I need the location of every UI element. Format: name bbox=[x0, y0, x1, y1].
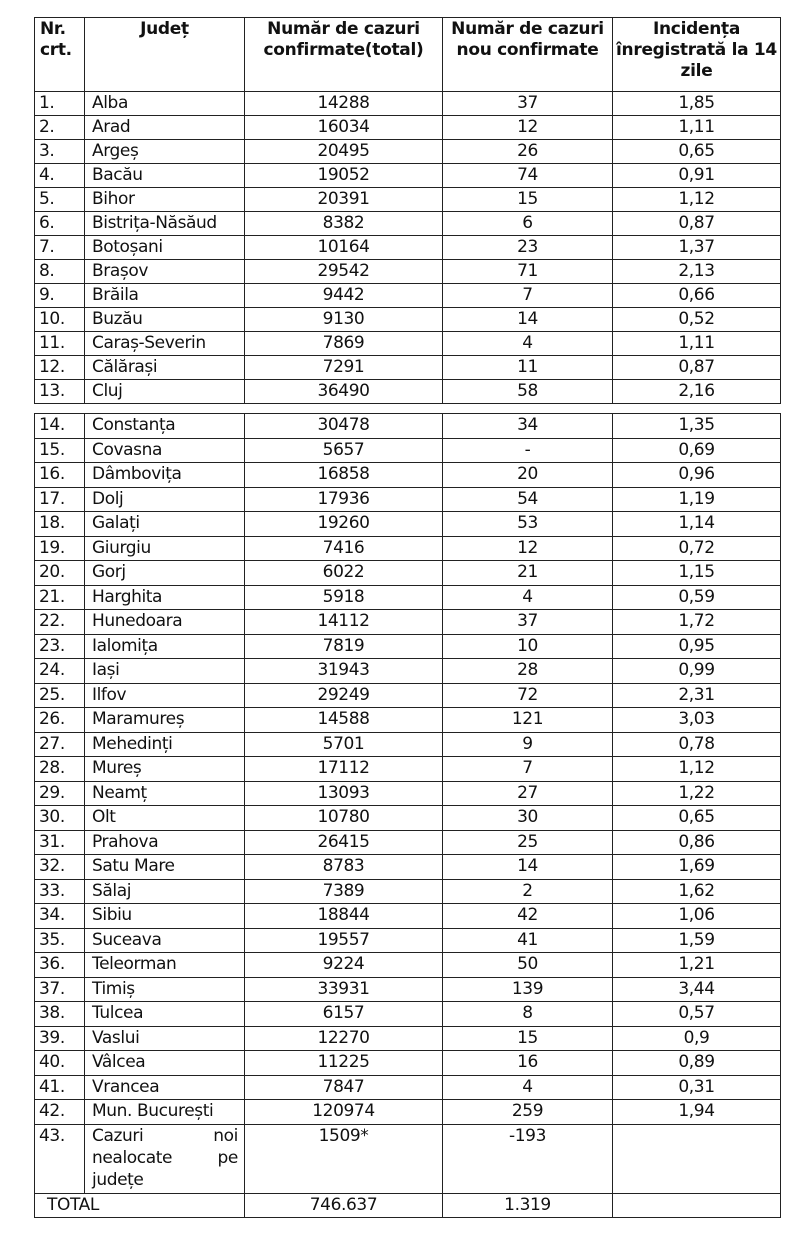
cell-judet: Botoșani bbox=[85, 236, 245, 260]
cell-total: 10780 bbox=[245, 806, 443, 831]
cell-new: 15 bbox=[443, 1026, 613, 1051]
table-row bbox=[35, 732, 781, 757]
cell-new: 14 bbox=[443, 855, 613, 880]
cell-new: 34 bbox=[443, 414, 613, 439]
table-row bbox=[35, 1026, 781, 1051]
cell-total: 18844 bbox=[245, 904, 443, 929]
table-row bbox=[35, 356, 781, 380]
cell-nr: 41. bbox=[35, 1075, 85, 1100]
cell-total: 14588 bbox=[245, 708, 443, 733]
cell-judet: Cazuri noi nealocate pe județe bbox=[85, 1124, 245, 1193]
cell-nr: 15. bbox=[35, 438, 85, 463]
cell-total: 20495 bbox=[245, 140, 443, 164]
cell-judet: Constanța bbox=[85, 414, 245, 439]
cell-nr: 30. bbox=[35, 806, 85, 831]
cell-nr: 33. bbox=[35, 879, 85, 904]
cell-judet: Vrancea bbox=[85, 1075, 245, 1100]
cell-nr: 28. bbox=[35, 757, 85, 782]
cell-judet: Satu Mare bbox=[85, 855, 245, 880]
cell-judet: Olt bbox=[85, 806, 245, 831]
cell-incidence: 1,14 bbox=[613, 512, 781, 537]
cell-total: 29542 bbox=[245, 260, 443, 284]
cell-total: 10164 bbox=[245, 236, 443, 260]
total-incidence-value bbox=[613, 1193, 781, 1217]
table-row bbox=[35, 463, 781, 488]
cell-nr: 13. bbox=[35, 380, 85, 404]
cell-total: 20391 bbox=[245, 188, 443, 212]
cell-new: 50 bbox=[443, 953, 613, 978]
cell-nr: 34. bbox=[35, 904, 85, 929]
cell-judet: Prahova bbox=[85, 830, 245, 855]
cell-incidence: 1,69 bbox=[613, 855, 781, 880]
cell-nr: 29. bbox=[35, 781, 85, 806]
cell-incidence: 0,87 bbox=[613, 212, 781, 236]
cell-incidence: 0,66 bbox=[613, 284, 781, 308]
cell-nr: 23. bbox=[35, 634, 85, 659]
cell-incidence: 0,91 bbox=[613, 164, 781, 188]
cell-judet: Iași bbox=[85, 659, 245, 684]
cell-nr: 18. bbox=[35, 512, 85, 537]
cell-nr: 10. bbox=[35, 308, 85, 332]
cell-judet: Giurgiu bbox=[85, 536, 245, 561]
cell-judet: Caraș-Severin bbox=[85, 332, 245, 356]
cell-total: 12270 bbox=[245, 1026, 443, 1051]
cell-total: 8382 bbox=[245, 212, 443, 236]
cell-nr: 7. bbox=[35, 236, 85, 260]
cell-total: 30478 bbox=[245, 414, 443, 439]
cell-new: 37 bbox=[443, 610, 613, 635]
cell-judet: Arad bbox=[85, 116, 245, 140]
table-row bbox=[35, 512, 781, 537]
cell-new: 42 bbox=[443, 904, 613, 929]
total-new-cases-value: 1.319 bbox=[443, 1193, 613, 1217]
cell-judet: Maramureș bbox=[85, 708, 245, 733]
county-cases-table-part-1 bbox=[34, 17, 781, 404]
table-row bbox=[35, 1002, 781, 1027]
header-judet: Județ bbox=[85, 18, 245, 92]
cell-nr: 42. bbox=[35, 1100, 85, 1125]
total-row bbox=[35, 1193, 781, 1217]
cell-incidence: 0,69 bbox=[613, 438, 781, 463]
cell-total: 6022 bbox=[245, 561, 443, 586]
cell-new: 21 bbox=[443, 561, 613, 586]
cell-incidence: 2,13 bbox=[613, 260, 781, 284]
cell-total: 1509* bbox=[245, 1124, 443, 1193]
cell-incidence: 1,22 bbox=[613, 781, 781, 806]
cell-incidence: 3,03 bbox=[613, 708, 781, 733]
cell-new: -193 bbox=[443, 1124, 613, 1193]
cell-nr: 5. bbox=[35, 188, 85, 212]
table-row bbox=[35, 92, 781, 116]
cell-incidence: 1,59 bbox=[613, 928, 781, 953]
table-row bbox=[35, 332, 781, 356]
cell-incidence: 1,19 bbox=[613, 487, 781, 512]
cell-judet: Mureș bbox=[85, 757, 245, 782]
cell-incidence: 0,65 bbox=[613, 806, 781, 831]
cell-incidence: 0,95 bbox=[613, 634, 781, 659]
total-cases-value: 746.637 bbox=[245, 1193, 443, 1217]
cell-incidence: 0,99 bbox=[613, 659, 781, 684]
cell-judet: Hunedoara bbox=[85, 610, 245, 635]
cell-total: 29249 bbox=[245, 683, 443, 708]
cell-new: 30 bbox=[443, 806, 613, 831]
total-label: TOTAL bbox=[35, 1193, 245, 1217]
cell-nr: 6. bbox=[35, 212, 85, 236]
cell-incidence: 1,06 bbox=[613, 904, 781, 929]
table-row bbox=[35, 308, 781, 332]
cell-nr: 27. bbox=[35, 732, 85, 757]
cell-incidence: 0,52 bbox=[613, 308, 781, 332]
cell-new: 259 bbox=[443, 1100, 613, 1125]
table-row bbox=[35, 561, 781, 586]
cell-total: 9442 bbox=[245, 284, 443, 308]
table-row bbox=[35, 806, 781, 831]
cell-new: 4 bbox=[443, 1075, 613, 1100]
cell-total: 19557 bbox=[245, 928, 443, 953]
table-row bbox=[35, 683, 781, 708]
cell-new: 54 bbox=[443, 487, 613, 512]
cell-total: 7869 bbox=[245, 332, 443, 356]
cell-nr: 36. bbox=[35, 953, 85, 978]
cell-new: 9 bbox=[443, 732, 613, 757]
cell-incidence: 1,62 bbox=[613, 879, 781, 904]
table-row bbox=[35, 1100, 781, 1125]
cell-incidence: 1,12 bbox=[613, 757, 781, 782]
cell-judet: Alba bbox=[85, 92, 245, 116]
cell-nr: 38. bbox=[35, 1002, 85, 1027]
cell-incidence: 0,78 bbox=[613, 732, 781, 757]
table-row bbox=[35, 380, 781, 404]
cell-nr: 16. bbox=[35, 463, 85, 488]
cell-judet: Suceava bbox=[85, 928, 245, 953]
cell-judet: Vâlcea bbox=[85, 1051, 245, 1076]
cell-judet: Timiș bbox=[85, 977, 245, 1002]
cell-new: 8 bbox=[443, 1002, 613, 1027]
table-row bbox=[35, 536, 781, 561]
cell-new: 27 bbox=[443, 781, 613, 806]
table-row bbox=[35, 438, 781, 463]
cell-total: 7819 bbox=[245, 634, 443, 659]
table-row bbox=[35, 659, 781, 684]
cell-new: 71 bbox=[443, 260, 613, 284]
cell-nr: 17. bbox=[35, 487, 85, 512]
table-row bbox=[35, 188, 781, 212]
cell-judet: Brașov bbox=[85, 260, 245, 284]
cell-judet: Neamț bbox=[85, 781, 245, 806]
table-row bbox=[35, 977, 781, 1002]
cell-judet: Mehedinți bbox=[85, 732, 245, 757]
header-new-cases: Număr de cazuri nou confirmate bbox=[443, 18, 613, 92]
cell-new: 4 bbox=[443, 585, 613, 610]
cell-nr: 2. bbox=[35, 116, 85, 140]
cell-incidence: 1,12 bbox=[613, 188, 781, 212]
table-row bbox=[35, 610, 781, 635]
cell-new: 15 bbox=[443, 188, 613, 212]
cell-total: 16034 bbox=[245, 116, 443, 140]
table-row bbox=[35, 953, 781, 978]
table-row bbox=[35, 164, 781, 188]
cell-nr: 31. bbox=[35, 830, 85, 855]
cell-judet: Cluj bbox=[85, 380, 245, 404]
table-row bbox=[35, 585, 781, 610]
table-row bbox=[35, 140, 781, 164]
cell-total: 8783 bbox=[245, 855, 443, 880]
cell-nr: 24. bbox=[35, 659, 85, 684]
cell-judet: Bacău bbox=[85, 164, 245, 188]
cell-new: 12 bbox=[443, 536, 613, 561]
cell-incidence: 0,72 bbox=[613, 536, 781, 561]
table-row bbox=[35, 284, 781, 308]
unallocated-row bbox=[35, 1124, 781, 1193]
cell-total: 31943 bbox=[245, 659, 443, 684]
cell-total: 36490 bbox=[245, 380, 443, 404]
cell-total: 14112 bbox=[245, 610, 443, 635]
table-row bbox=[35, 236, 781, 260]
cell-nr: 40. bbox=[35, 1051, 85, 1076]
cell-incidence: 0,31 bbox=[613, 1075, 781, 1100]
cell-incidence: 3,44 bbox=[613, 977, 781, 1002]
cell-total: 7847 bbox=[245, 1075, 443, 1100]
cell-total: 33931 bbox=[245, 977, 443, 1002]
cell-nr: 25. bbox=[35, 683, 85, 708]
cell-new: 7 bbox=[443, 284, 613, 308]
cell-total: 7389 bbox=[245, 879, 443, 904]
cell-nr: 14. bbox=[35, 414, 85, 439]
header-incidence: Incidența înregistrată la 14 zile bbox=[613, 18, 781, 92]
table-row bbox=[35, 879, 781, 904]
cell-new: - bbox=[443, 438, 613, 463]
cell-new: 10 bbox=[443, 634, 613, 659]
cell-incidence: 0,96 bbox=[613, 463, 781, 488]
cell-new: 74 bbox=[443, 164, 613, 188]
cell-total: 5918 bbox=[245, 585, 443, 610]
cell-incidence: 1,11 bbox=[613, 332, 781, 356]
cell-incidence: 1,21 bbox=[613, 953, 781, 978]
cell-incidence: 1,37 bbox=[613, 236, 781, 260]
cell-nr: 8. bbox=[35, 260, 85, 284]
cell-new: 72 bbox=[443, 683, 613, 708]
cell-new: 58 bbox=[443, 380, 613, 404]
cell-total: 7291 bbox=[245, 356, 443, 380]
cell-new: 16 bbox=[443, 1051, 613, 1076]
cell-nr: 12. bbox=[35, 356, 85, 380]
table-row bbox=[35, 904, 781, 929]
cell-judet: Covasna bbox=[85, 438, 245, 463]
cell-incidence bbox=[613, 1124, 781, 1193]
cell-judet: Sibiu bbox=[85, 904, 245, 929]
cell-new: 2 bbox=[443, 879, 613, 904]
cell-judet: Bihor bbox=[85, 188, 245, 212]
cell-new: 25 bbox=[443, 830, 613, 855]
cell-nr: 4. bbox=[35, 164, 85, 188]
cell-nr: 11. bbox=[35, 332, 85, 356]
cell-nr: 20. bbox=[35, 561, 85, 586]
cell-incidence: 0,89 bbox=[613, 1051, 781, 1076]
header-nr: Nr. crt. bbox=[35, 18, 85, 92]
table-row bbox=[35, 260, 781, 284]
table-row bbox=[35, 855, 781, 880]
cell-total: 9130 bbox=[245, 308, 443, 332]
cell-total: 17936 bbox=[245, 487, 443, 512]
cell-incidence: 0,59 bbox=[613, 585, 781, 610]
cell-incidence: 0,87 bbox=[613, 356, 781, 380]
table-row bbox=[35, 708, 781, 733]
cell-total: 11225 bbox=[245, 1051, 443, 1076]
cell-new: 37 bbox=[443, 92, 613, 116]
cell-nr: 22. bbox=[35, 610, 85, 635]
cell-nr: 9. bbox=[35, 284, 85, 308]
cell-nr: 1. bbox=[35, 92, 85, 116]
table-row bbox=[35, 1075, 781, 1100]
cell-nr: 3. bbox=[35, 140, 85, 164]
cell-nr: 26. bbox=[35, 708, 85, 733]
cell-new: 6 bbox=[443, 212, 613, 236]
cell-judet: Ialomița bbox=[85, 634, 245, 659]
table-row bbox=[35, 781, 781, 806]
cell-new: 14 bbox=[443, 308, 613, 332]
cell-total: 6157 bbox=[245, 1002, 443, 1027]
cell-incidence: 0,57 bbox=[613, 1002, 781, 1027]
cell-new: 28 bbox=[443, 659, 613, 684]
cell-total: 9224 bbox=[245, 953, 443, 978]
cell-new: 12 bbox=[443, 116, 613, 140]
cell-incidence: 2,31 bbox=[613, 683, 781, 708]
cell-incidence: 1,94 bbox=[613, 1100, 781, 1125]
cell-total: 5701 bbox=[245, 732, 443, 757]
cell-new: 41 bbox=[443, 928, 613, 953]
cell-new: 53 bbox=[443, 512, 613, 537]
cell-judet: Teleorman bbox=[85, 953, 245, 978]
cell-nr: 32. bbox=[35, 855, 85, 880]
cell-nr: 19. bbox=[35, 536, 85, 561]
table-row bbox=[35, 414, 781, 439]
cell-judet: Brăila bbox=[85, 284, 245, 308]
cell-nr: 21. bbox=[35, 585, 85, 610]
cell-incidence: 1,11 bbox=[613, 116, 781, 140]
county-cases-table-part-2 bbox=[34, 413, 781, 1218]
table-body-part-2 bbox=[35, 414, 781, 1125]
cell-judet: Ilfov bbox=[85, 683, 245, 708]
table-row bbox=[35, 1051, 781, 1076]
cell-total: 5657 bbox=[245, 438, 443, 463]
cell-nr: 39. bbox=[35, 1026, 85, 1051]
cell-new: 7 bbox=[443, 757, 613, 782]
cell-judet: Sălaj bbox=[85, 879, 245, 904]
cell-judet: Argeș bbox=[85, 140, 245, 164]
cell-incidence: 1,15 bbox=[613, 561, 781, 586]
cell-judet: Tulcea bbox=[85, 1002, 245, 1027]
cell-judet: Dolj bbox=[85, 487, 245, 512]
cell-judet: Harghita bbox=[85, 585, 245, 610]
cell-total: 120974 bbox=[245, 1100, 443, 1125]
table-row bbox=[35, 757, 781, 782]
cell-judet: Bistrița-Năsăud bbox=[85, 212, 245, 236]
header-row bbox=[35, 18, 781, 92]
cell-judet: Galați bbox=[85, 512, 245, 537]
cell-incidence: 1,85 bbox=[613, 92, 781, 116]
cell-total: 16858 bbox=[245, 463, 443, 488]
cell-incidence: 0,65 bbox=[613, 140, 781, 164]
cell-judet: Mun. București bbox=[85, 1100, 245, 1125]
cell-total: 19052 bbox=[245, 164, 443, 188]
cell-new: 23 bbox=[443, 236, 613, 260]
cell-new: 4 bbox=[443, 332, 613, 356]
cell-incidence: 2,16 bbox=[613, 380, 781, 404]
cell-incidence: 1,35 bbox=[613, 414, 781, 439]
cell-total: 17112 bbox=[245, 757, 443, 782]
table-row bbox=[35, 830, 781, 855]
cell-new: 139 bbox=[443, 977, 613, 1002]
cell-total: 19260 bbox=[245, 512, 443, 537]
table-row bbox=[35, 928, 781, 953]
cell-new: 20 bbox=[443, 463, 613, 488]
cell-total: 7416 bbox=[245, 536, 443, 561]
cell-total: 13093 bbox=[245, 781, 443, 806]
table-body-part-1 bbox=[35, 92, 781, 404]
cell-judet: Gorj bbox=[85, 561, 245, 586]
table-row bbox=[35, 116, 781, 140]
table-row bbox=[35, 634, 781, 659]
table-row bbox=[35, 212, 781, 236]
cell-judet: Călărași bbox=[85, 356, 245, 380]
cell-nr: 37. bbox=[35, 977, 85, 1002]
table-row bbox=[35, 487, 781, 512]
cell-judet: Vaslui bbox=[85, 1026, 245, 1051]
cell-nr: 35. bbox=[35, 928, 85, 953]
cell-incidence: 1,72 bbox=[613, 610, 781, 635]
cell-new: 26 bbox=[443, 140, 613, 164]
cell-nr: 43. bbox=[35, 1124, 85, 1193]
table-footer bbox=[35, 1124, 781, 1217]
cell-incidence: 0,86 bbox=[613, 830, 781, 855]
cell-incidence: 0,9 bbox=[613, 1026, 781, 1051]
cell-judet: Buzău bbox=[85, 308, 245, 332]
cell-total: 14288 bbox=[245, 92, 443, 116]
cell-new: 11 bbox=[443, 356, 613, 380]
cell-new: 121 bbox=[443, 708, 613, 733]
cell-total: 26415 bbox=[245, 830, 443, 855]
header-total-cases: Număr de cazuri confirmate(total) bbox=[245, 18, 443, 92]
cell-judet: Dâmbovița bbox=[85, 463, 245, 488]
